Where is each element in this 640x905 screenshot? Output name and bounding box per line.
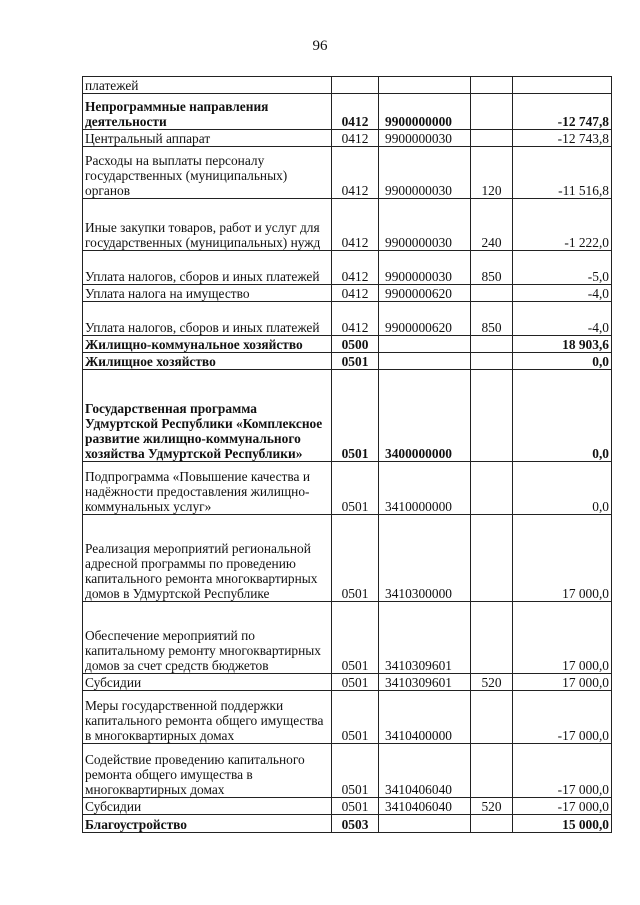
row-amount: 18 903,6 — [513, 336, 612, 353]
row-expense-type — [471, 815, 513, 833]
row-section: 0503 — [332, 815, 379, 833]
row-section: 0412 — [332, 199, 379, 251]
row-target-code: 9900000030 — [379, 130, 471, 147]
row-name: Подпрограмма «Повышение качества и надёжности предоставления жилищно-коммунальных услуг» — [83, 462, 332, 515]
row-section: 0412 — [332, 130, 379, 147]
row-name: Уплата налогов, сборов и иных платежей — [83, 251, 332, 285]
row-target-code: 3410309601 — [379, 602, 471, 674]
row-section: 0500 — [332, 336, 379, 353]
table-row — [83, 251, 612, 285]
row-name: Иные закупки товаров, работ и услуг для государственных (муниципальных) нужд — [83, 199, 332, 251]
row-name: Благоустройство — [83, 815, 332, 833]
row-name: Жилищно-коммунальное хозяйство — [83, 336, 332, 353]
table-row — [83, 285, 612, 302]
row-name: Субсидии — [83, 674, 332, 691]
row-name: платежей — [83, 77, 332, 94]
row-amount: -17 000,0 — [513, 798, 612, 815]
row-amount: -4,0 — [513, 302, 612, 336]
row-target-code: 3410400000 — [379, 691, 471, 744]
table-row — [83, 147, 612, 199]
page-number: 96 — [312, 38, 328, 54]
table-row — [83, 815, 612, 833]
table-row — [83, 462, 612, 515]
row-section: 0412 — [332, 94, 379, 130]
row-expense-type — [471, 336, 513, 353]
row-name: Субсидии — [83, 798, 332, 815]
row-name: Уплата налогов, сборов и иных платежей — [83, 302, 332, 336]
row-name: Реализация мероприятий региональной адресной программы по проведению капитального ремонта многоквартирных домов в Удмуртской Республике — [83, 515, 332, 602]
row-name: Меры государственной поддержки капитального ремонта общего имущества в многоквартирных домах — [83, 691, 332, 744]
row-target-code: 9900000030 — [379, 147, 471, 199]
row-name: Жилищное хозяйство — [83, 353, 332, 370]
row-section: 0501 — [332, 515, 379, 602]
row-section: 0412 — [332, 302, 379, 336]
row-amount: 17 000,0 — [513, 674, 612, 691]
table-row — [83, 602, 612, 674]
row-expense-type — [471, 370, 513, 462]
row-expense-type: 520 — [471, 674, 513, 691]
row-amount: 0,0 — [513, 462, 612, 515]
row-expense-type — [471, 130, 513, 147]
row-name: Центральный аппарат — [83, 130, 332, 147]
table-row — [83, 370, 612, 462]
row-section — [332, 77, 379, 94]
row-expense-type — [471, 353, 513, 370]
table-row — [83, 353, 612, 370]
table-row — [83, 94, 612, 130]
row-section: 0501 — [332, 798, 379, 815]
row-section: 0501 — [332, 370, 379, 462]
row-name: Обеспечение мероприятий по капитальному ремонту многоквартирных домов за счет средств бюджетов — [83, 602, 332, 674]
row-section: 0501 — [332, 462, 379, 515]
row-expense-type: 240 — [471, 199, 513, 251]
row-expense-type: 520 — [471, 798, 513, 815]
table-row — [83, 744, 612, 798]
row-name: Государственная программа Удмуртской Республики «Комплексное развитие жилищно-коммунального хозяйства Удмуртской Республики» — [83, 370, 332, 462]
row-amount: 17 000,0 — [513, 515, 612, 602]
row-name: Расходы на выплаты персоналу государственных (муниципальных) органов — [83, 147, 332, 199]
row-amount: 17 000,0 — [513, 602, 612, 674]
row-section: 0501 — [332, 691, 379, 744]
row-amount: 15 000,0 — [513, 815, 612, 833]
table-row — [83, 691, 612, 744]
row-expense-type — [471, 602, 513, 674]
row-target-code: 3410309601 — [379, 674, 471, 691]
row-section: 0501 — [332, 674, 379, 691]
row-section: 0412 — [332, 147, 379, 199]
row-section: 0501 — [332, 353, 379, 370]
row-expense-type: 850 — [471, 302, 513, 336]
row-expense-type — [471, 77, 513, 94]
row-target-code: 3410300000 — [379, 515, 471, 602]
row-amount: -4,0 — [513, 285, 612, 302]
row-amount: -17 000,0 — [513, 744, 612, 798]
budget-table — [82, 76, 612, 833]
table-row — [83, 199, 612, 251]
table-row — [83, 130, 612, 147]
row-target-code: 3400000000 — [379, 370, 471, 462]
table-row — [83, 336, 612, 353]
row-name: Непрограммные направления деятельности — [83, 94, 332, 130]
row-name: Уплата налога на имущество — [83, 285, 332, 302]
row-target-code: 3410406040 — [379, 744, 471, 798]
row-amount — [513, 77, 612, 94]
row-expense-type — [471, 691, 513, 744]
table-row — [83, 674, 612, 691]
row-expense-type: 120 — [471, 147, 513, 199]
row-target-code — [379, 77, 471, 94]
table-row — [83, 77, 612, 94]
row-expense-type — [471, 744, 513, 798]
row-section: 0412 — [332, 285, 379, 302]
row-expense-type — [471, 462, 513, 515]
row-target-code: 9900000000 — [379, 94, 471, 130]
table-row — [83, 515, 612, 602]
row-target-code: 9900000620 — [379, 285, 471, 302]
row-amount: 0,0 — [513, 370, 612, 462]
table-row — [83, 798, 612, 815]
row-target-code: 9900000030 — [379, 199, 471, 251]
row-amount: -12 747,8 — [513, 94, 612, 130]
row-target-code — [379, 353, 471, 370]
row-expense-type: 850 — [471, 251, 513, 285]
row-expense-type — [471, 94, 513, 130]
row-expense-type — [471, 515, 513, 602]
row-target-code — [379, 815, 471, 833]
row-target-code: 9900000620 — [379, 302, 471, 336]
row-amount: -12 743,8 — [513, 130, 612, 147]
row-target-code: 3410000000 — [379, 462, 471, 515]
row-section: 0501 — [332, 602, 379, 674]
row-amount: -17 000,0 — [513, 691, 612, 744]
table-row — [83, 302, 612, 336]
row-amount: -5,0 — [513, 251, 612, 285]
row-section: 0412 — [332, 251, 379, 285]
row-target-code: 9900000030 — [379, 251, 471, 285]
row-amount: -11 516,8 — [513, 147, 612, 199]
row-target-code: 3410406040 — [379, 798, 471, 815]
row-expense-type — [471, 285, 513, 302]
row-section: 0501 — [332, 744, 379, 798]
row-target-code — [379, 336, 471, 353]
row-amount: -1 222,0 — [513, 199, 612, 251]
row-name: Содействие проведению капитального ремонта общего имущества в многоквартирных домах — [83, 744, 332, 798]
row-amount: 0,0 — [513, 353, 612, 370]
budget-table-body — [83, 77, 612, 833]
